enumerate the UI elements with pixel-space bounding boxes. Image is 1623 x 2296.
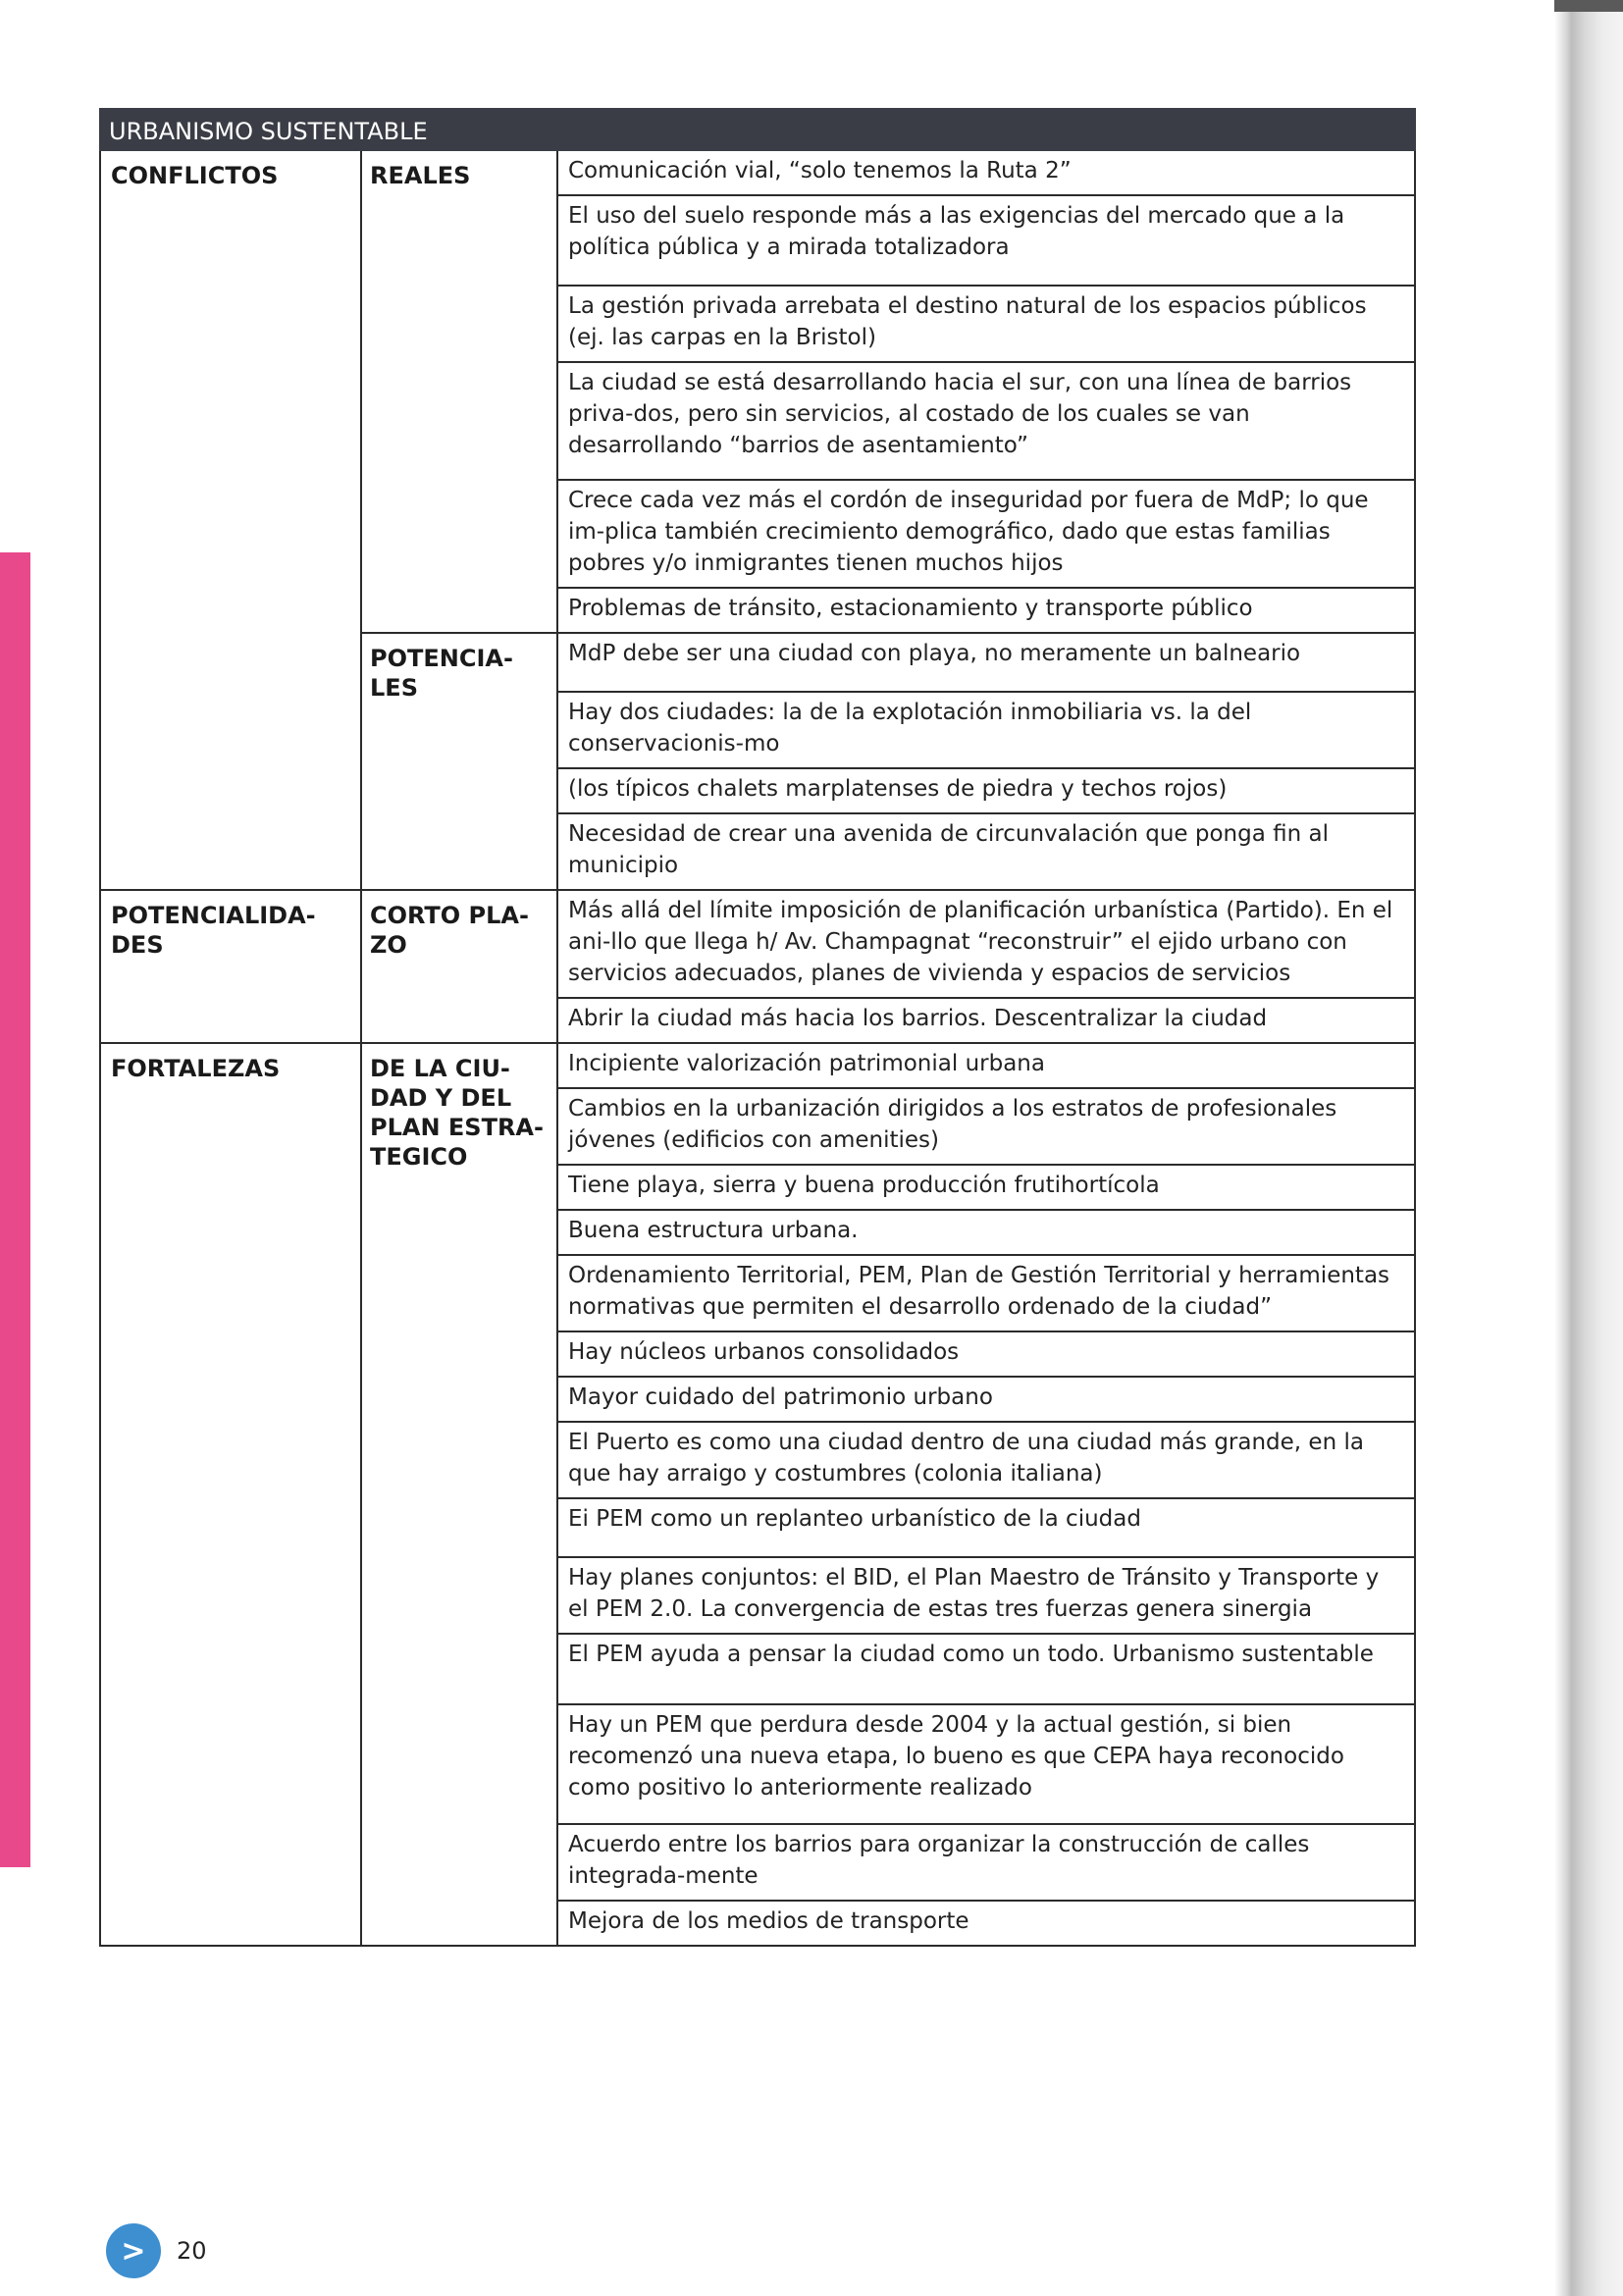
subgroup-potenciales: POTENCIA-LES [361,633,557,890]
table-cell: Mayor cuidado del patrimonio urbano [557,1377,1415,1422]
table-cell: Más allá del límite imposición de planificación urbanística (Partido). En el ani-llo que llega h/ Av. Champagnat “reconstruir” el ejido urbano con servicios adecuados, planes de vivienda y espacios de servicios [557,890,1415,998]
table-cell: Hay dos ciudades: la de la explotación inmobiliaria vs. la del conservacionis-mo [557,692,1415,768]
group-fortalezas: FORTALEZAS [100,1043,361,1946]
table-cell: Comunicación vial, “solo tenemos la Ruta 2” [557,150,1415,195]
table-cell: Ei PEM como un replanteo urbanístico de la ciudad [557,1498,1415,1557]
table-cell: Buena estructura urbana. [557,1210,1415,1255]
table-cell: Hay núcleos urbanos consolidados [557,1331,1415,1377]
table-cell: El uso del suelo responde más a las exigencias del mercado que a la política pública y a mirada totalizadora [557,195,1415,286]
table-cell: Necesidad de crear una avenida de circunvalación que ponga fin al municipio [557,813,1415,890]
table-title: URBANISMO SUSTENTABLE [100,109,1415,150]
page-edge-shadow [1554,0,1623,2296]
group-potencialidades: POTENCIALIDA-DES [100,890,361,1043]
table-cell: Incipiente valorización patrimonial urbana [557,1043,1415,1088]
table-cell: Problemas de tránsito, estacionamiento y transporte público [557,588,1415,633]
page-footer [106,2223,207,2278]
table-row [100,1043,1415,1088]
table-cell: Abrir la ciudad más hacia los barrios. Descentralizar la ciudad [557,998,1415,1043]
table-cell: (los típicos chalets marplatenses de piedra y techos rojos) [557,768,1415,813]
table-row [100,150,1415,195]
subgroup-reales: REALES [361,150,557,633]
page-number: 20 [177,2237,207,2265]
subgroup-ciudad-plan: DE LA CIU-DAD Y DEL PLAN ESTRA-TEGICO [361,1043,557,1946]
page-edge-top [1554,0,1623,12]
table-cell: Hay un PEM que perdura desde 2004 y la actual gestión, si bien recomenzó una nueva etapa, lo bueno es que CEPA haya reconocido como positivo lo anteriormente realizado [557,1704,1415,1824]
table-cell: El Puerto es como una ciudad dentro de una ciudad más grande, en la que hay arraigo y costumbres (colonia italiana) [557,1422,1415,1498]
table-cell: MdP debe ser una ciudad con playa, no meramente un balneario [557,633,1415,692]
table-cell: Tiene playa, sierra y buena producción frutihortícola [557,1165,1415,1210]
table-cell: Acuerdo entre los barrios para organizar la construcción de calles integrada-mente [557,1824,1415,1901]
table-cell: La ciudad se está desarrollando hacia el sur, con una línea de barrios priva-dos, pero sin servicios, al costado de los cuales se van desarrollando “barrios de asentamiento” [557,362,1415,480]
table-cell: Mejora de los medios de transporte [557,1901,1415,1946]
table-cell: Ordenamiento Territorial, PEM, Plan de Gestión Territorial y herramientas normativas que permiten el desarrollo ordenado de la ciudad” [557,1255,1415,1331]
table-cell: Hay planes conjuntos: el BID, el Plan Maestro de Tránsito y Transporte y el PEM 2.0. La convergencia de estas tres fuerzas genera sinergia [557,1557,1415,1634]
section-color-tab [0,552,30,1867]
table-row [100,890,1415,998]
table-cell: Cambios en la urbanización dirigidos a los estratos de profesionales jóvenes (edificios con amenities) [557,1088,1415,1165]
urbanismo-table [99,108,1416,1947]
subgroup-corto-plazo: CORTO PLA-ZO [361,890,557,1043]
table-title-row [100,109,1415,150]
table-cell: Crece cada vez más el cordón de inseguridad por fuera de MdP; lo que im-plica también crecimiento demográfico, dado que estas familias pobres y/o inmigrantes tienen muchos hijos [557,480,1415,588]
group-conflictos: CONFLICTOS [100,150,361,890]
next-arrow-icon[interactable]: > [106,2223,161,2278]
table-cell: La gestión privada arrebata el destino natural de los espacios públicos (ej. las carpas en la Bristol) [557,286,1415,362]
table-cell: El PEM ayuda a pensar la ciudad como un todo. Urbanismo sustentable [557,1634,1415,1704]
